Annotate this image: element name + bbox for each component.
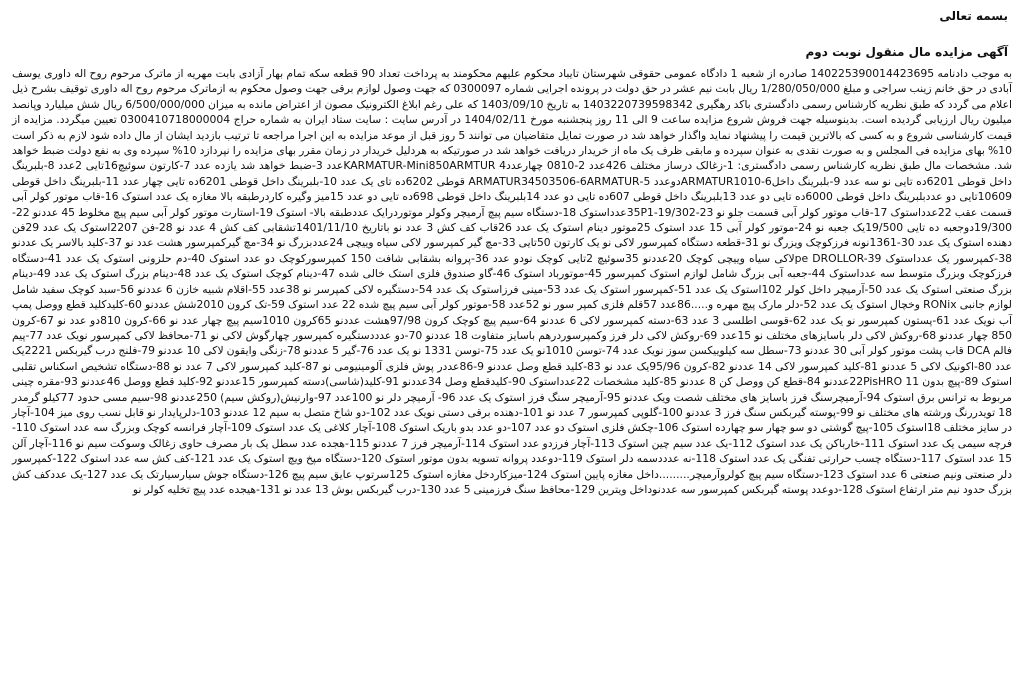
- basmala-heading: بسمه تعالی: [939, 9, 1008, 23]
- notice-body: به موجب دادنامه 140225390014423695 صادره از شعبه 1 دادگاه عمومی حقوقی شهرستان تایباد محکوم علیهم محکومند به پرداخت تعداد 90 قطعه سکه تمام بهار آزادی بابت مهریه از ماترک مرحوم روح اله داوری یوسف آبادی در حق خانم زینب سراجی و مبلغ 1/280/050/000 ریال بابت نیم عشر در حق دولت در پرونده اجرایی شماره 0300097 که جهت وصول لوازم برقی جهت وصول محکوم به ازماترک مرحوم روح اله داوری توقیف بشرح ذیل اعلام می گردد که طبق نظریه کارشناس رسمی دادگستری باکد رهگیری 1403220739598342 به تاریخ 1403/09/10 که علی رغم ابلاغ الکترونیک مصون از اعتراض مانده به میزان 6/500/000/000 ریال شش میلیارد وپانصد میلیون ریال ارزیابی گردیده است. بدینوسیله جهت فروش شروع مزایده ساعت 9 الی 11 روز پنجشنبه مورخ 1404/02/11 در آدرس سایت : سایت ستاد ایران به شماره حراج 0300410718000004 تعیین میگردد. مزایده از قیمت کارشناسی شروع و به کسی که بالاترین قیمت را پیشنهاد نماید واگذار خواهد شد در صورت تمایل متقاضیان می توانند 5 روز قبل از موعد مزایده به این اجرا مراجعه تا ترتیب بازدید ایشان از مال داده شود لازم به ذکر است 10% بهای مزایده فی المجلس و به صورت نقدی به عنوان سپرده و مابقی ظرف یک ماه از خریدار دریافت خواهد شد در صورتیکه به هردلیل خریدار در زمان مقرر بهای مزایده را نپردازد 10% سپرده وی به نفع دولت ضبط خواهد شد. مشخصات مال طبق نظریه کارشناس رسمی دادگستری: 1-زغالک درساز مختلف 426عدد 2-0810 چهارعددKARMATUR-Mini850ARMTUR 4عدد 3-ضبط خواهد شد یازده عدد 7-کارتون سوئیچ16تایی 2عدد 8-بلبرینگ داخل قوطی 6201ده تایی نو سه عدد 9-بلبرینگ داخلARMATUR1010-6دوعدد 5-ARMATUR34503506-6ARMATUR قوطی 6202ده تای یک عدد 10-بلبرینگ داخل قوطی 6201ده تایی چهار عدد 11-بلبرینگ داخل قوطی 10609تایی دو عددبلبرینگ داخل قوطی 6000ده تایی دو عدد 13بلبرینگ داخل قوطی 607ده تایی دو عدد 14بلبرینگ داخل قوطی 698ده تایی دو عدد 15میز وگیره کاردرطبقه بالا مغازه یک عدد استوک 16-قاب موتور کولر آبی قسمت عقب 22عدداستوک 17-قاب موتور کولر آبی قسمت جلو نو 23-35P1-19/302عدداستوک 18-دستگاه سیم پیچ آرمیچر وکولر موتوردرایک عددطبقه بالا- استوک 19-استارت موتور کولر آبی سیم پیچ مخلوط 45 عددنو 22-19/300دوجعبه ده تایی 19/500یک جعبه نو 24-موتور کولر آبی 15 عدد استوک 25موتور دینام استوک یک عدد 26قاب کف کش 3 عدد نو باتاریخ 1401/11/10تشقابی کف کش 4 عدد نو 28-فن 2207استوک یک عدد 29فن دهنده استوک یک عدد 30-1361نونه فرزکوچک ویزرگ نو 31-قطعه دستگاه کمپرسور لاکی نو یک کارتون 50تایی 33-مچ گیر کمپرسور لاکی سیاه وییچی 24عددبزرگ نو 34-مچ گیرکمپرسور هشت عدد نو 37-کلید بالاسر یک عددنو 38-کمپرسور یک عدداستوک pe DROLLOR-39لاکی سیاه وییچی کوچک 20عددنو 35سوئیچ 2تایی کوچک نودو عدد 36-پروانه بشقابی شافت 150 کمپرسورکوچک دو عدد استوک 40-دم حلزونی استوک یک عدد 41-دستگاه فرزکوچک وبزرگ متوسط سه عدداستوک 44-جعبه آبی بزرگ شامل لوازم استوک کمپرسور 45-موتورباد استوک 46-گاو صندوق فلزی استک خالی شده 47-دینام کوچک استوک یک عدد 48-دینام بزرگ استوک یک عدد 49-دینام بزرگ صنعتی استوک یک عدد 50-آرمیچر داخل کولر 102استوک یک عدد 51-کمپرسور استوک یک عدد 53-مینی فرزاستوک یک عدد 54-دستگیره لاکی کمپرسر نو 38عدد 55-اقلام شبیه خازن 6 عددنو 56-سبد کوچک سفید شامل لوازم جانبی RONix وخچال استوک یک عدد 52-دلر مارک پیچ مهره و.....86عدد 57قلم فلزی کمپر سور نو 52عدد 58-موتور کولر آبی سیم پیچ شده 22 عدد استوک 59-تک کرون 2010شش عددنو 60-کلیدکلید قطع ووصل پمپ آب نویک عدد 61-پستون کمپرسور نو یک عدد 62-قوسی اطلسی 3 عدد 63-دسته کمپرسور لاکی 6 عددنو 64-سیم پیچ کوچک کرون 97/98هشت عددنو 65کرون 1010سیم پیچ چهار عدد نو 66-کرون 810دو عدد نو 67-کرون 850 چهار عددنو 68-روکش لاکی دلر باسایزهای مختلف نو 15عدد 69-روکش لاکی دلر فرز وکمپرسوردرهم باسایز متفاوت 18 عددنو 70-دو عدددستگیره کمپرسور چهارگوش لاکی نو 71-محافظ لاکی کمپرسور نویک عدد 77-پیم فالم DCA قاب پشت موتور کولر آبی 30 عددنو 73-سطل سه کیلوییکسن سوز نویک عدد 74-توسن 1010نو یک عدد 75-توسن 1331 نو یک عدد 76-گیر 5 عددنو 78-زنگی وایقون لاکی 10 عددنو 79-فلنج درب گیربکس 2221یک عدد 80-اکونیک لاکی 5 عددنو 81-کلید کمپرسور لاکی 14 عددنو 82-کرون 95/96یک عدد نو 83-کلید قطع وصل عددنو 9-86عددر پوش فلزی آلومینیومی نو 87-کلید کمپرسور لاکی 7 عدد نو 88-دستگاه تشخیص اسکناس تقلبی استوک 89-پیچ بدون 22PisHRO 11عددنو 84-قطع کن ووصل کن 8 عددنو 85-کلید مشخصات 22عدداستوک 90-کلیدقطع وصل 34عددنو 91-کلید(شاسی)دسته کمپرسور 15عددنو 92-کلید قطع ووصل 46عددنو 93-مقره چینی مربوط به ترانس برق استوک 94-آرمیچرسنگ فرز باسایز های مختلف شصت ویک عددنو 95-آرمیچر سنگ فرز استوک یک عدد 96- آرمیچر دلر نو 100عدد 97-وارنیش(روکش سیم) 250عددنو 98-سیم مسی حدود 77کیلو گرمدر 18 تویدررنگ ورشته های مختلف نو 99-پوسته گیربکس سنگ فرز 3 عددنو 100-گلوپی کمپرسور 7 عدد نو 101-دهنده برقی دستی نویک عدد 102-دو شاخ متصل به سیم 12 عددنو 103-دلرپایدار نو قابل نسب روی میز 104-آچار در سایز مختلف 18استوک 105-پیچ گوشتی دو سو چهار سو چهارده استوک 106-چکش فلزی استوک دو عدد 107-دو عدد بدو باریک استوک 108-آچار کلاغی یک عدد استوک 109-آچار فرانسه کوچک وبزرگ سه عدد استوک 110-فرچه سیمی یک عدد استوک 111-خارباکن یک عدد استوک 112-یک عدد سیم چین استوک 113-آچار فرزدو عدد استوک 114-آرمیچر فرز 7 عددنو 115-هجده عدد سطل یک بار مصرف حاوی زغالک وسوکت سیم نو 116-آچار آلن 15 عدد استوک 117-دستگاه چسب حرارتی تفنگی یک عدد استوک 118-نه عدددسمه دلر استوک 119-دوعدد پروانه تسویه بدون موتور استوک 120-دستگاه مپخ ویچ استوک یک عدد 121-کف کش سه عدد استوک 122-کمپرسور دلر صنعتی ونیم صنعتی 6 عدد استوک 123-دستگاه سیم پیچ کولروآرمیچر.........داخل مغازه پایین استوک 124-میزکاردخل مغازه استوک 125سرتوپ عایق سیم پیچ 126-دستگاه جوش سیارسیارتک یک عدد 127-یک عددکف کش بزرگ حدود نیم متر ارتفاع استوک 128-دوعدد پوسته گیربکس کمپرسور سه عددنوداخل ویترین 129-محافظ سنگ فرزمینی 5 عدد 130-درب گیربکس بوش 13 عدد نو 131-هیجده عدد پیچ تخلیه کولر نو: [12, 67, 1013, 496]
- notice-title: آگهی مزایده مال منقول نوبت دوم: [805, 45, 1008, 59]
